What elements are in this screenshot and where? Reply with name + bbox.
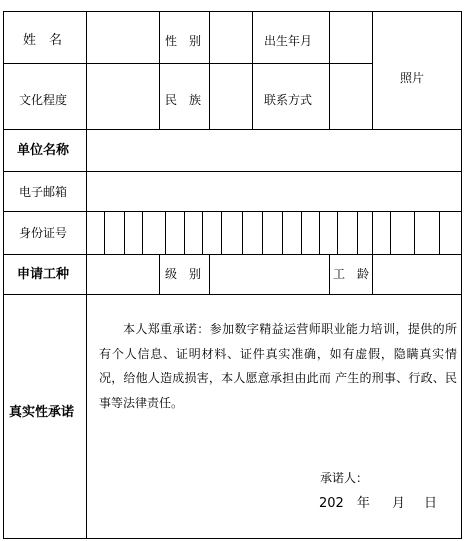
column-divider [159, 11, 160, 129]
column-divider [372, 11, 373, 129]
declaration-paragraph: 本人郑重承诺：参加数字精益运营师职业能力培训，提供的所有个人信息、证明材料、证件真实准确，如有虚假，隐瞒真实情况，给他人造成损害，本人愿意承担由此而 产生的刑事、行政、民事等法律责任。 [99, 322, 457, 410]
contact-label: 联系方式 [264, 93, 313, 107]
row-divider [3, 294, 462, 295]
seniority-label: 工 龄 [333, 267, 370, 281]
row-divider [3, 63, 372, 64]
id-cell-divider [439, 211, 440, 254]
id-cell-divider [165, 211, 166, 254]
signer-label: 承诺人： [320, 471, 369, 485]
declaration-text [99, 317, 457, 415]
row-divider [3, 211, 462, 212]
column-divider [252, 11, 253, 129]
declaration-label: 真实性承诺 [9, 405, 75, 420]
column-divider [329, 254, 330, 294]
column-divider [209, 254, 210, 294]
id-cell-divider [104, 211, 105, 254]
id-cell-divider [221, 211, 222, 254]
employer-label: 单位名称 [17, 143, 70, 158]
ethnicity-label: 民 族 [165, 93, 202, 107]
row-divider [3, 129, 462, 130]
table-border-right [461, 11, 462, 539]
signature-month: 月 [392, 496, 406, 511]
column-divider [329, 11, 330, 129]
row-divider [3, 171, 462, 172]
education-label: 文化程度 [19, 93, 68, 107]
id-cell-divider [301, 211, 302, 254]
id-cell-divider [372, 211, 373, 254]
table-border-top [3, 11, 462, 12]
row-divider [3, 254, 462, 255]
id-cell-divider [262, 211, 263, 254]
id-cell-divider [337, 211, 338, 254]
table-border-bottom [3, 538, 462, 539]
id-cell-divider [282, 211, 283, 254]
signature-year: 202 年 [319, 496, 370, 511]
job-type-label: 申请工种 [17, 267, 70, 282]
id-cell-divider [414, 211, 415, 254]
column-divider [209, 11, 210, 129]
birth-label: 出生年月 [264, 34, 313, 48]
id-cell-divider [242, 211, 243, 254]
photo-label: 照片 [400, 71, 425, 85]
table-border-left [3, 11, 4, 539]
gender-label: 性 别 [165, 34, 202, 48]
id-cell-divider [357, 211, 358, 254]
label-column-divider [86, 11, 87, 539]
column-divider [159, 254, 160, 294]
signature-day: 日 [424, 496, 438, 511]
id-cell-divider [184, 211, 185, 254]
registration-form [3, 11, 462, 539]
email-label: 电子邮箱 [19, 185, 68, 199]
id-number-label: 身份证号 [19, 226, 68, 240]
name-label: 姓 名 [23, 33, 63, 48]
id-cell-divider [124, 211, 125, 254]
id-cell-divider [142, 211, 143, 254]
id-cell-divider [319, 211, 320, 254]
id-cell-divider [202, 211, 203, 254]
level-label: 级 别 [165, 267, 202, 281]
id-cell-divider [390, 211, 391, 254]
column-divider [372, 254, 373, 294]
